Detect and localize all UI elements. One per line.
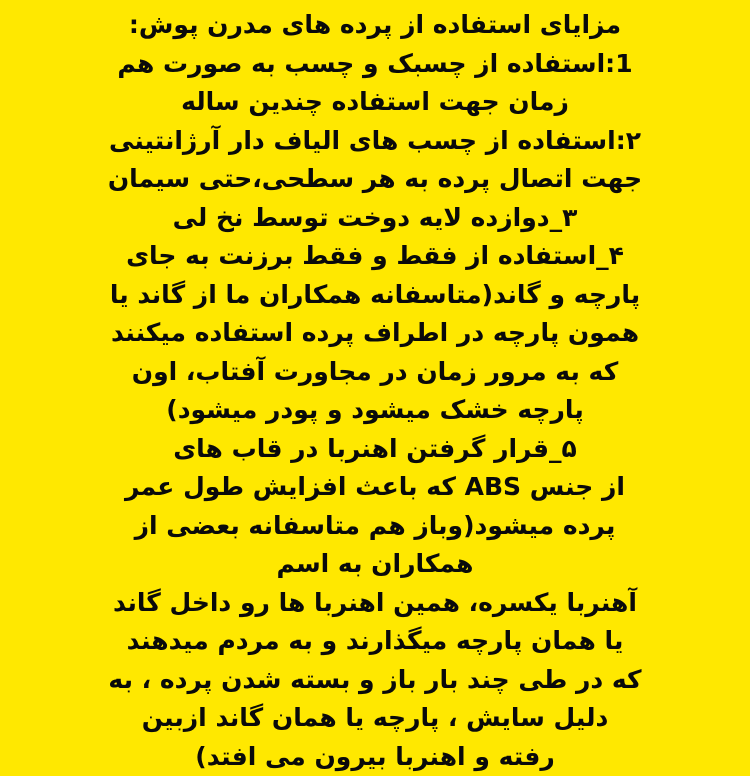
text-line-15: همکاران به اسم [16,545,734,584]
text-line-19: دلیل سایش ، پارچه یا همان گاند ازبین [16,699,734,738]
text-line-17: یا همان پارچه میگذارند و به مردم میدهند [16,622,734,661]
text-line-3: زمان جهت استفاده چندین ساله [16,83,734,122]
text-line-10: که به مرور زمان در مجاورت آفتاب، اون [16,353,734,392]
text-line-13: از جنس ABS که باعث افزایش طول عمر [16,468,734,507]
text-line-12: ۵_قرار گرفتن اهنربا در قاب های [16,430,734,469]
text-line-11: پارچه خشک میشود و پودر میشود) [16,391,734,430]
text-line-9: همون پارچه در اطراف پرده استفاده میکنند [16,314,734,353]
text-line-5: جهت اتصال پرده به هر سطحی،حتی سیمان [16,160,734,199]
advertisement-text-block [16,6,734,776]
text-line-16: آهنربا یکسره، همین اهنربا ها رو داخل گاند [16,584,734,623]
text-line-14: پرده میشود(وباز هم متاسفانه بعضی از [16,507,734,546]
text-line-18: که در طی چند بار باز و بسته شدن پرده ، به [16,661,734,700]
text-line-6: ٣_دوازده لایه دوخت توسط نخ لی [16,199,734,238]
text-line-7: ۴_استفاده از فقط و فقط برزنت به جای [16,237,734,276]
text-line-4: ٢:استفاده از چسب های الیاف دار آرژانتینی [16,122,734,161]
text-line-2: 1:استفاده از چسبک و چسب به صورت هم [16,45,734,84]
text-line-8: پارچه و گاند(متاسفانه همکاران ما از گاند یا [16,276,734,315]
text-line-20: رفته و اهنربا بیرون می افتد) [16,738,734,776]
text-line-1: مزایای استفاده از پرده های مدرن پوش: [16,6,734,45]
